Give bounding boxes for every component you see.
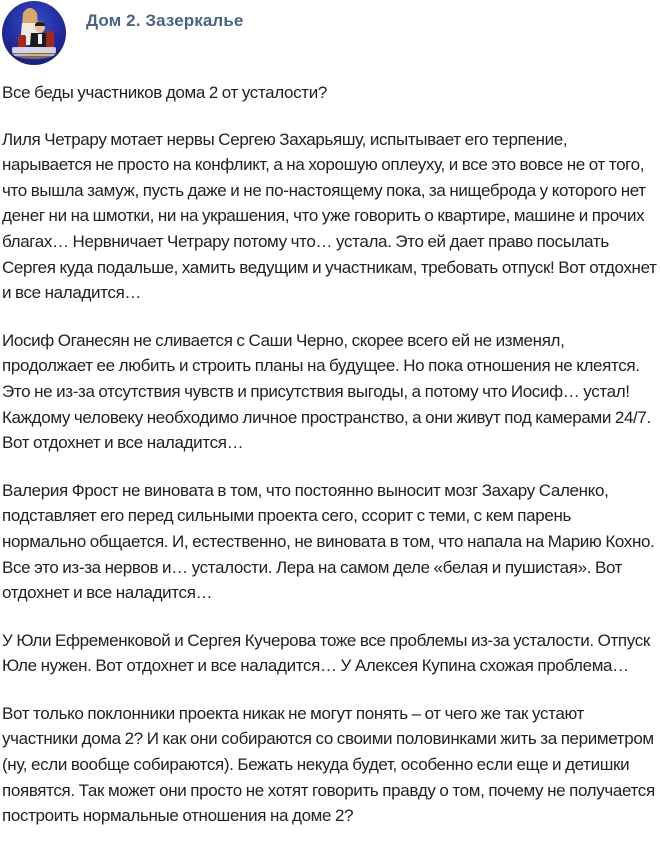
channel-name[interactable]: Дом 2. Зазеркалье xyxy=(86,11,244,30)
post-header xyxy=(0,0,660,66)
article-paragraph: Иосиф Оганесян не сливается с Саши Черно, скорее всего ей не изменял, продолжает ее любить и строить планы на будущее. Но пока отношения не клеятся. Это не из-за отсутствия чувств и присутствия выгоды, а потому что Иосиф… устал! Каждому человеку необходимо личное пространство, а они живут под камерами 24/7. Вот отдохнет и все наладится… xyxy=(2,330,651,453)
article-paragraph: Лиля Четрару мотает нервы Сергею Захарьяшу, испытывает его терпение, нарывается не просто на конфликт, а на хорошую оплеуху, и все это вовсе не от того, что вышла замуж, пусть даже и не по-настоящему пока, за нищеброда у которого нет денег ни на шмотки, ни на украшения, что уже говорить о квартире, машине и прочих благах… Нервничает Четрару потому что… устала. Это ей дает право посылать Сергея куда подальше, хамить ведущим и участникам, требовать отпуск! Вот отдохнет и все наладится… xyxy=(2,129,657,303)
article-paragraph: Вот только поклонники проекта никак не могут понять – от чего же так устают участники дома 2? И как они собираются со своими половинками жить за периметром (ну, если вообще собираются). Бежать некуда будет, особенно если еще и детишки появятся. Так может они просто не хотят говорить правду о том, почему не получается построить нормальные отношения на доме 2? xyxy=(2,703,655,826)
article-paragraph: Валерия Фрост не виновата в том, что постоянно выносит мозг Захару Саленко, подставляет его перед сильными проекта сего, ссорит с теми, с кем парень нормально общается. И, естественно, не виновата в том, что напала на Марию Кохно. Все это из-за нервов и… усталости. Лера на самом деле «белая и пушистая». Вот отдохнет и все наладится… xyxy=(2,480,655,603)
article-paragraph: У Юли Ефременковой и Сергея Кучерова тоже все проблемы из-за усталости. Отпуск Юле нужен. Вот отдохнет и все наладится… У Алексея Купина схожая проблема… xyxy=(2,630,650,676)
channel-avatar[interactable] xyxy=(2,1,66,65)
avatar-image-icon xyxy=(2,1,66,65)
article-body xyxy=(2,80,658,851)
article-title: Все беды участников дома 2 от усталости? xyxy=(2,83,327,102)
